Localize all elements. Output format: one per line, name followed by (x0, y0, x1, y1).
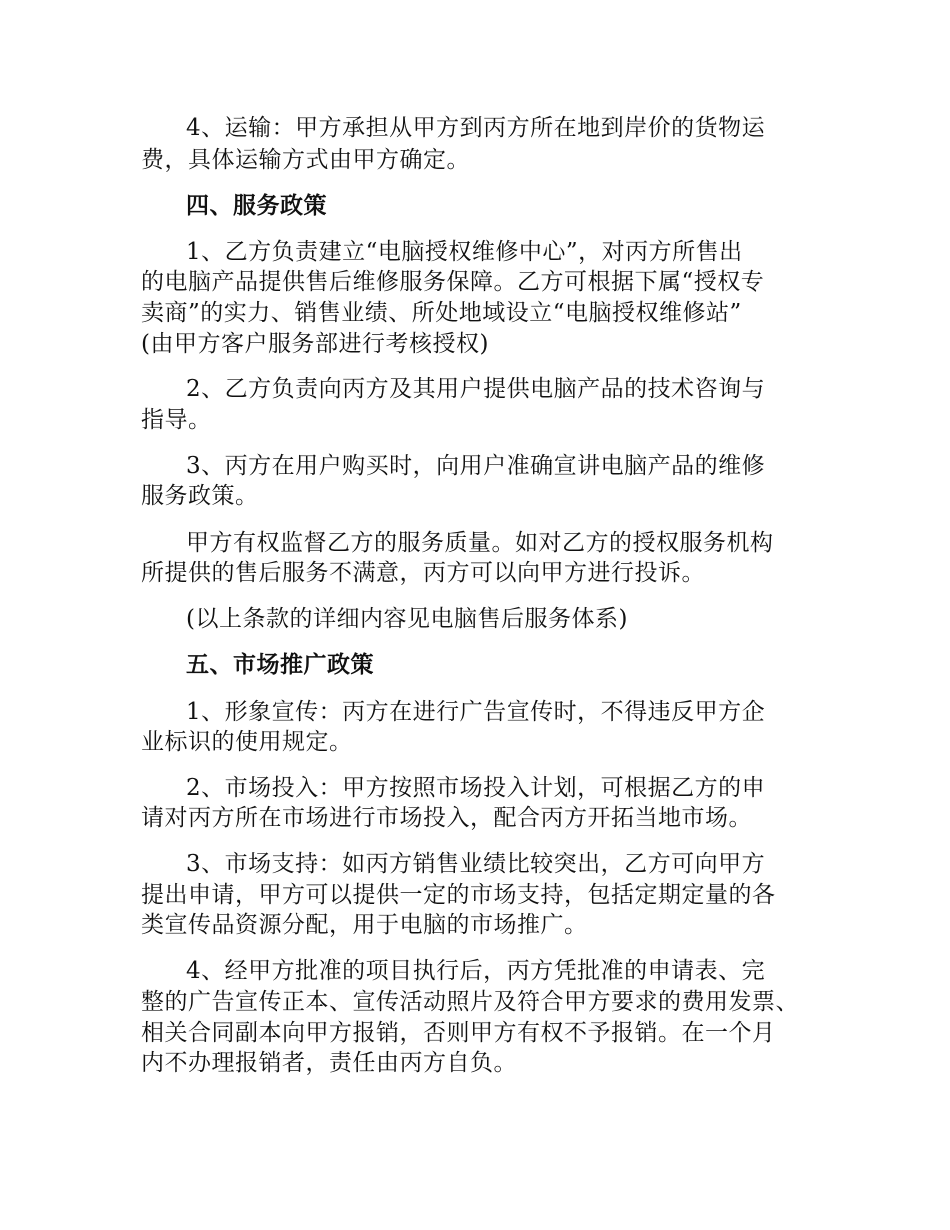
text-line: 所提供的售后服务不满意，丙方可以向甲方进行投诉。 (141, 560, 705, 586)
text-line: 服务政策。 (141, 483, 259, 509)
text-line: 2、市场投入：甲方按照市场投入计划，可根据乙方的申 (186, 775, 766, 801)
text-line: 类宣传品资源分配，用于电脑的市场推广。 (141, 912, 588, 938)
text-line: 指导。 (141, 407, 212, 433)
text-line: 提出申请，甲方可以提供一定的市场支持，包括定期定量的各 (141, 882, 776, 908)
text-line: 4、运输：甲方承担从甲方到丙方所在地到岸价的货物运 (186, 115, 766, 141)
text-line: 卖商”的实力、销售业绩、所处地域设立“电脑授权维修站” (141, 300, 742, 326)
text-line: 甲方有权监督乙方的服务质量。如对乙方的授权服务机构 (186, 530, 774, 556)
text-line: 请对丙方所在市场进行市场投入，配合丙方开拓当地市场。 (141, 805, 752, 831)
text-line: (由甲方客户服务部进行考核授权) (141, 331, 489, 357)
text-line: (以上条款的详细内容见电脑售后服务体系) (186, 606, 628, 632)
section-heading: 五、市场推广政策 (186, 651, 374, 678)
text-line: 3、市场支持：如丙方销售业绩比较突出，乙方可向甲方 (186, 851, 766, 877)
text-line: 4、经甲方批准的项目执行后，丙方凭批准的申请表、完 (186, 958, 766, 984)
section-heading: 四、服务政策 (186, 192, 327, 219)
text-line: 2、乙方负责向丙方及其用户提供电脑产品的技术咨询与 (186, 376, 766, 402)
text-line: 3、丙方在用户购买时，向用户准确宣讲电脑产品的维修 (186, 453, 766, 479)
text-line: 1、形象宣传：丙方在进行广告宣传时，不得违反甲方企 (186, 699, 766, 725)
text-line: 整的广告宣传正本、宣传活动照片及符合甲方要求的费用发票、 (141, 989, 799, 1015)
text-line: 相关合同副本向甲方报销，否则甲方有权不予报销。在一个月 (141, 1020, 776, 1046)
text-line: 的电脑产品提供售后维修服务保障。乙方可根据下属“授权专 (141, 269, 765, 295)
text-line: 费，具体运输方式由甲方确定。 (141, 147, 470, 173)
text-line: 业标识的使用规定。 (141, 729, 353, 755)
text-line: 内不办理报销者，责任由丙方自负。 (141, 1050, 517, 1076)
text-line: 1、乙方负责建立“电脑授权维修中心”，对丙方所售出 (186, 239, 743, 265)
